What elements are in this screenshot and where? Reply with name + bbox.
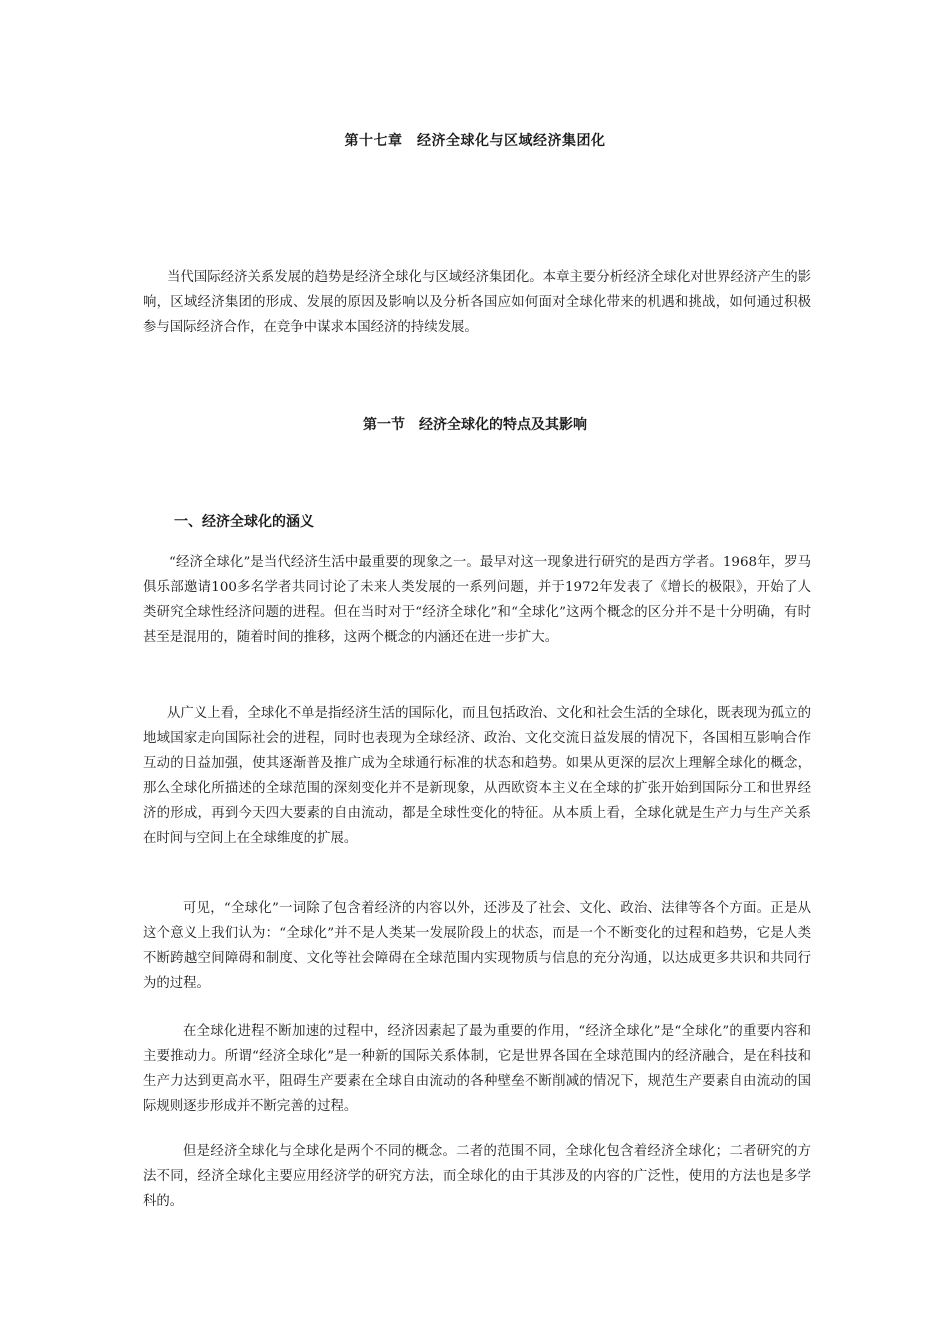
subsection-title: 一、经济全球化的涵义 <box>174 514 314 530</box>
body-paragraph: 但是经济全球化与全球化是两个不同的概念。二者的范围不同，全球化包含着经济全球化；二者研究的方法不同，经济全球化主要应用经济学的研究方法，而全球化的由于其涉及的内容的广泛性，使用的方法也是多学科的。 <box>143 1144 811 1209</box>
intro-paragraph: 当代国际经济关系发展的趋势是经济全球化与区域经济集团化。本章主要分析经济全球化对世界经济产生的影响，区域经济集团的形成、发展的原因及影响以及分析各国应如何面对全球化带来的机遇和挑战，如何通过积极参与国际经济合作，在竞争中谋求本国经济的持续发展。 <box>143 270 811 335</box>
body-paragraph: 可见，“全球化”一词除了包含着经济的内容以外，还涉及了社会、文化、政治、法律等各个方面。正是从这个意义上我们认为：“全球化”并不是人类某一发展阶段上的状态，而是一个不断变化的过程和趋势，它是人类不断跨越空间障碍和制度、文化等社会障碍在全球范围内实现物质与信息的充分沟通，以达成更多共识和共同行为的过程。 <box>143 901 811 991</box>
body-paragraph: 从广义上看，全球化不单是指经济生活的国际化，而且包括政治、文化和社会生活的全球化，既表现为孤立的地域国家走向国际社会的进程，同时也表现为全球经济、政治、文化交流日益发展的情况下，各国相互影响合作互动的日益加强，使其逐渐普及推广成为全球通行标准的状态和趋势。如果从更深的层次上理解全球化的概念，那么全球化所描述的全球范围的深刻变化并不是新现象，从西欧资本主义在全球的扩张开始到国际分工和世界经济的形成，再到今天四大要素的自由流动，都是全球性变化的特征。从本质上看，全球化就是生产力与生产关系在时间与空间上在全球维度的扩展。 <box>143 706 811 846</box>
body-paragraph: “经济全球化”是当代经济生活中最重要的现象之一。最早对这一现象进行研究的是西方学者。1968年，罗马俱乐部邀请100多名学者共同讨论了未来人类发展的一系列问题，并于1972年发表了《增长的极限》，开始了人类研究全球性经济问题的进程。但在当时对于“经济全球化”和“全球化”这两个概念的区分并不是十分明确，有时甚至是混用的，随着时间的推移，这两个概念的内涵还在进一步扩大。 <box>143 555 811 645</box>
section-title: 第一节 经济全球化的特点及其影响 <box>363 417 587 433</box>
body-paragraph: 在全球化进程不断加速的过程中，经济因素起了最为重要的作用，“经济全球化”是“全球化”的重要内容和主要推动力。所谓“经济全球化”是一种新的国际关系体制，它是世界各国在全球范围内的经济融合，是在科技和生产力达到更高水平，阻碍生产要素在全球自由流动的各种壁垒不断削减的情况下，规范生产要素自由流动的国际规则逐步形成并不断完善的过程。 <box>143 1024 811 1114</box>
chapter-title: 第十七章 经济全球化与区域经济集团化 <box>344 133 606 149</box>
